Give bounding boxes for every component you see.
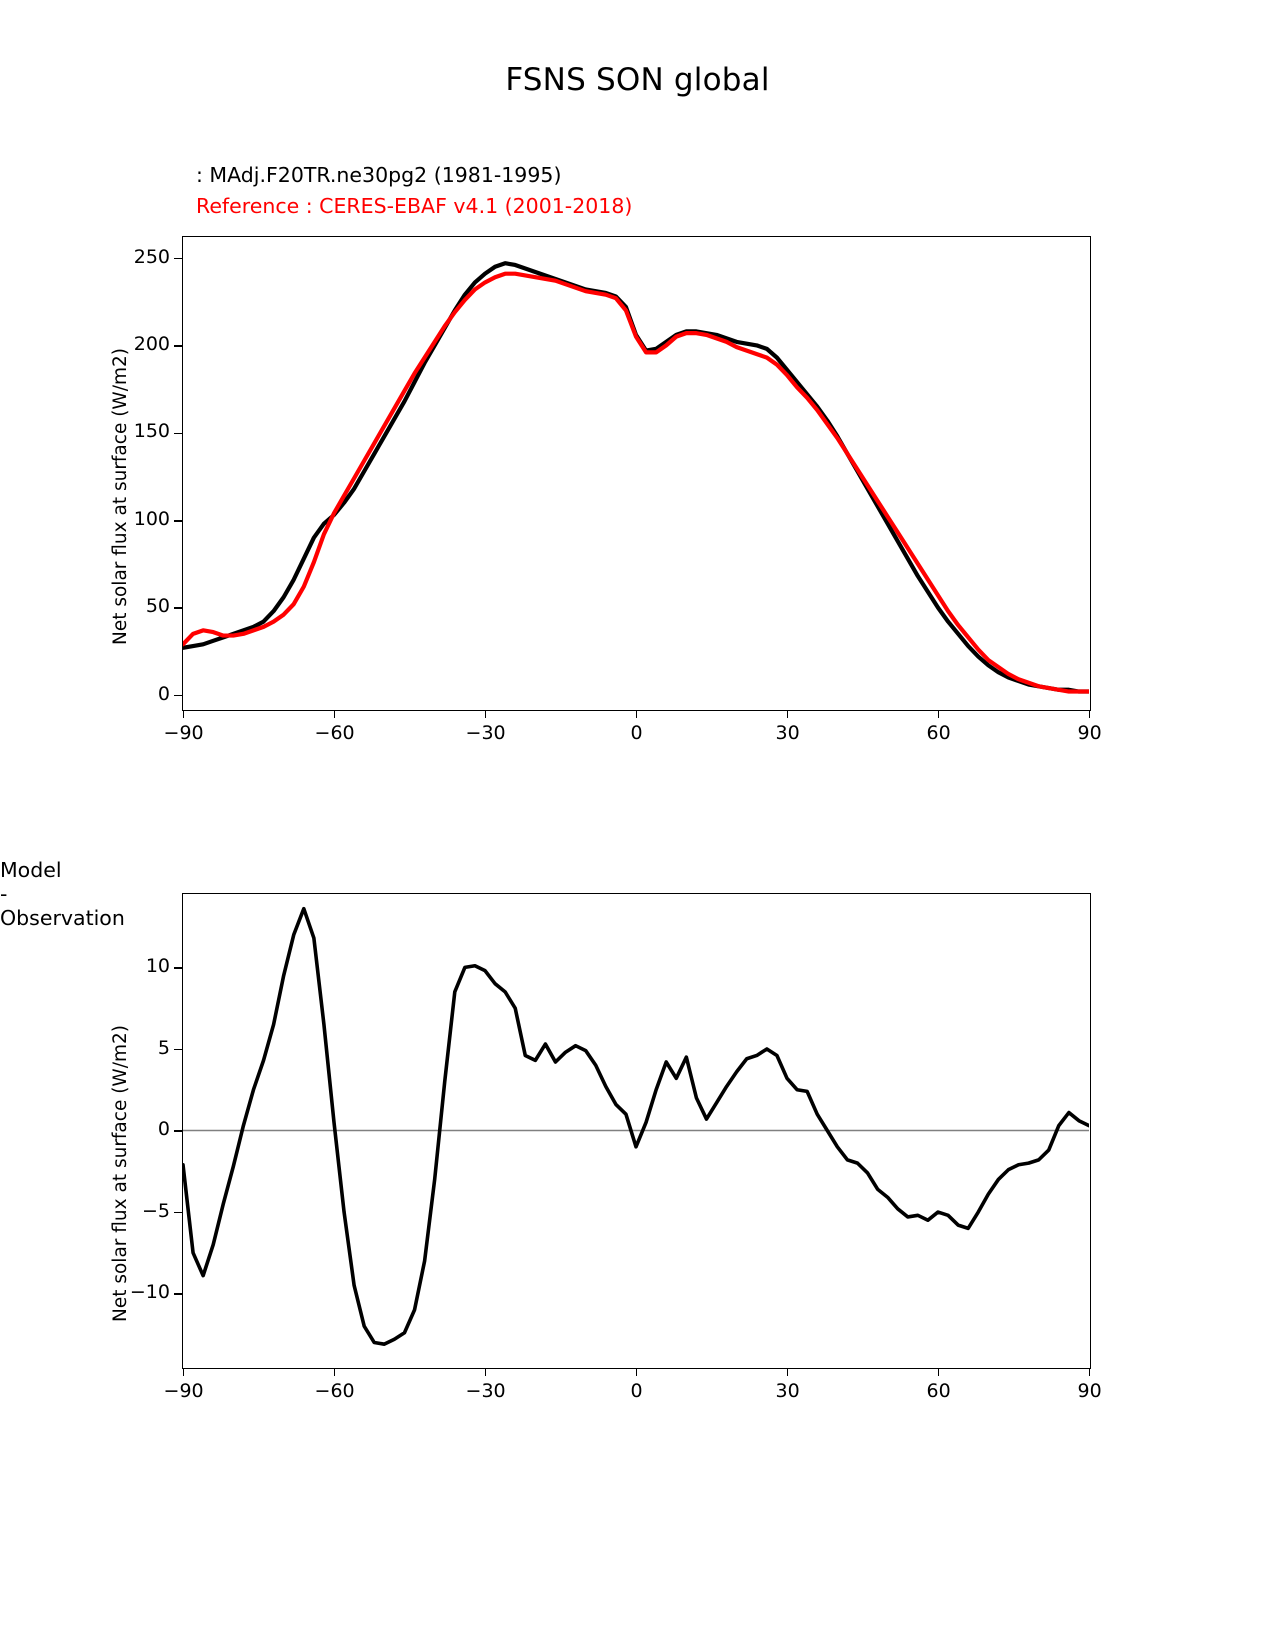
bottom-chart-canvas xyxy=(183,894,1089,1367)
y-tick-label: 150 xyxy=(133,420,170,443)
x-tick-label: 0 xyxy=(630,721,643,744)
x-tick-mark xyxy=(485,1368,487,1376)
x-tick-label: −90 xyxy=(163,721,204,744)
x-tick-label: 60 xyxy=(926,1379,951,1402)
y-tick-mark xyxy=(174,1212,182,1214)
legend-item-reference: Reference : CERES-EBAF v4.1 (2001-2018) xyxy=(196,194,633,218)
x-tick-mark xyxy=(485,710,487,718)
top-chart-ylabel: Net solar flux at surface (W/m2) xyxy=(110,348,131,645)
y-tick-label: 10 xyxy=(145,954,170,977)
y-tick-label: 5 xyxy=(157,1036,170,1059)
series-line-0 xyxy=(183,909,1089,1344)
x-tick-mark xyxy=(787,1368,789,1376)
x-tick-label: 90 xyxy=(1077,1379,1102,1402)
x-tick-mark xyxy=(183,710,185,718)
y-tick-label: 250 xyxy=(133,245,170,268)
x-tick-label: −90 xyxy=(163,1379,204,1402)
bottom-chart-plot-area xyxy=(182,893,1091,1369)
x-tick-label: −60 xyxy=(314,721,355,744)
x-tick-label: 30 xyxy=(775,721,800,744)
y-tick-mark xyxy=(174,258,182,260)
y-tick-label: 200 xyxy=(133,332,170,355)
x-tick-label: 60 xyxy=(926,721,951,744)
y-tick-mark xyxy=(174,1293,182,1295)
x-tick-mark xyxy=(938,1368,940,1376)
bottom-chart-ylabel: Net solar flux at surface (W/m2) xyxy=(110,1025,131,1322)
y-tick-label: 0 xyxy=(157,1118,170,1141)
y-tick-label: −5 xyxy=(141,1199,170,1222)
x-tick-label: 30 xyxy=(775,1379,800,1402)
x-tick-label: −30 xyxy=(465,721,506,744)
top-chart-plot-area xyxy=(182,236,1091,711)
y-tick-label: −10 xyxy=(129,1281,170,1304)
top-chart-canvas xyxy=(183,237,1089,709)
x-tick-label: 0 xyxy=(630,1379,643,1402)
y-tick-mark xyxy=(174,1130,182,1132)
x-tick-label: −60 xyxy=(314,1379,355,1402)
x-tick-mark xyxy=(1089,710,1091,718)
legend-item-model: : MAdj.F20TR.ne30pg2 (1981-1995) xyxy=(196,163,562,187)
x-tick-label: −30 xyxy=(465,1379,506,1402)
x-tick-mark xyxy=(938,710,940,718)
legend xyxy=(196,160,632,222)
page-title: FSNS SON global xyxy=(505,62,770,98)
x-tick-label: 90 xyxy=(1077,721,1102,744)
y-tick-label: 0 xyxy=(157,682,170,705)
y-tick-label: 50 xyxy=(145,595,170,618)
y-tick-mark xyxy=(174,695,182,697)
y-tick-mark xyxy=(174,607,182,609)
x-tick-mark xyxy=(787,710,789,718)
y-tick-mark xyxy=(174,1049,182,1051)
x-tick-mark xyxy=(636,1368,638,1376)
x-tick-mark xyxy=(636,710,638,718)
y-tick-mark xyxy=(174,433,182,435)
y-tick-mark xyxy=(174,967,182,969)
y-tick-label: 100 xyxy=(133,507,170,530)
y-tick-mark xyxy=(174,345,182,347)
series-line-0 xyxy=(183,263,1089,691)
x-tick-mark xyxy=(334,710,336,718)
y-tick-mark xyxy=(174,520,182,522)
x-tick-mark xyxy=(1089,1368,1091,1376)
x-tick-mark xyxy=(334,1368,336,1376)
x-tick-mark xyxy=(183,1368,185,1376)
